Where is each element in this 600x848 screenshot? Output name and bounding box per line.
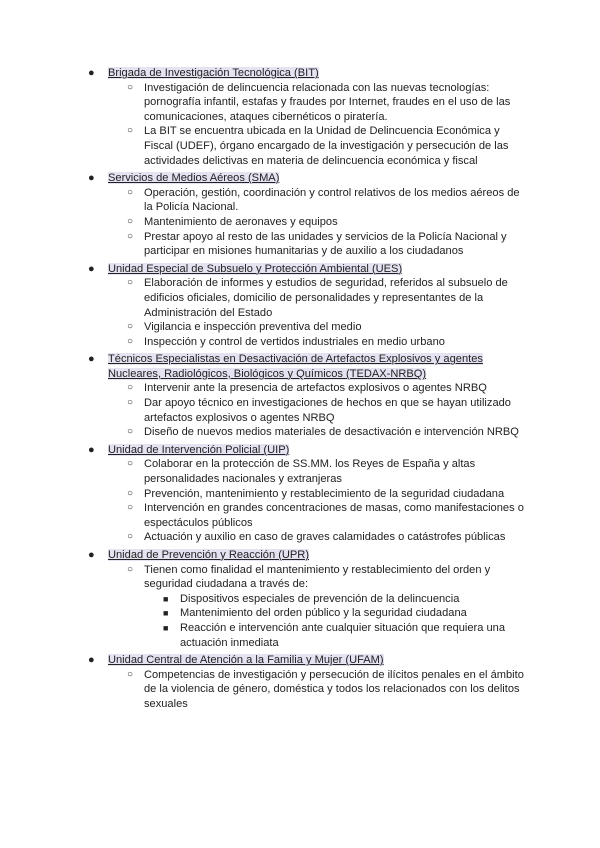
- sub-list-item-text: Dispositivos especiales de prevención de la delincuencia: [180, 592, 460, 605]
- list-item: [0, 124, 600, 168]
- list-item-text: Elaboración de informes y estudios de seguridad, referidos al subsuelo de edificios oficiales, domicilio de personalidades y representantes de la Administración del Estado: [144, 277, 508, 319]
- section: [0, 262, 600, 350]
- sub-list-item-text: Reacción e intervención ante cualquier situación que requiera una actuación inmediata: [180, 621, 506, 649]
- list-item-text: Investigación de delincuencia relacionada con las nuevas tecnologías: pornografía infantil, estafas y fraudes por Internet, fraudes en el uso de las comunicaciones, ataques cibernéticos o piratería.: [144, 81, 511, 123]
- list-item-text: Intervención en grandes concentraciones de masas, como manifestaciones o espectáculos públicos: [144, 502, 524, 529]
- list-item-text: La BIT se encuentra ubicada en la Unidad de Delincuencia Económica y Fiscal (UDEF), órgano encargado de la investigación y persecución de las actividades delictivas en materia de delincuencia económica y fiscal: [144, 125, 509, 167]
- list-item: [0, 396, 600, 425]
- section-heading: [0, 443, 600, 458]
- bullet-icon: ●: [88, 549, 95, 561]
- list-item-text: Colaborar en la protección de SS.MM. los Reyes de España y altas personalidades nacionales y extranjeras: [144, 458, 476, 486]
- list-item: [0, 381, 600, 396]
- list-item: [0, 215, 600, 230]
- section-title: Unidad de Prevención y Reacción (UPR): [108, 549, 310, 561]
- circle-bullet-icon: ○: [127, 487, 134, 499]
- list-item-text: Operación, gestión, coordinación y control relativos de los medios aéreos de la Policía Nacional.: [144, 186, 520, 214]
- bullet-icon: ●: [88, 443, 95, 456]
- list-item: [0, 425, 600, 440]
- circle-bullet-icon: ○: [127, 321, 134, 333]
- list-item: [0, 335, 600, 350]
- section: [0, 443, 600, 545]
- circle-bullet-icon: ○: [127, 458, 134, 470]
- section: [0, 171, 600, 259]
- circle-bullet-icon: ○: [127, 230, 134, 242]
- section: [0, 66, 600, 168]
- list-item-text: Vigilancia e inspección preventiva del medio: [144, 321, 362, 334]
- section-title: Brigada de Investigación Tecnológica (BIT): [108, 67, 319, 79]
- bullet-icon: ●: [88, 654, 95, 667]
- section-heading: [0, 352, 600, 381]
- list-item: [0, 186, 600, 215]
- bullet-icon: ●: [88, 353, 95, 366]
- list-item-text: Mantenimiento de aeronaves y equipos: [144, 215, 338, 228]
- square-bullet-icon: ■: [163, 593, 169, 604]
- section-heading: [0, 262, 600, 277]
- section-heading: [0, 171, 600, 186]
- circle-bullet-icon: ○: [127, 186, 134, 198]
- circle-bullet-icon: ○: [127, 531, 134, 543]
- list-item-text: Competencias de investigación y persecución de ilícitos penales en el ámbito de la violencia de género, doméstica y todos los relacionados con los delitos sexuales: [144, 668, 524, 710]
- list-item: [0, 230, 600, 259]
- list-item: [0, 81, 600, 125]
- section: [0, 653, 600, 711]
- section-title: Unidad Especial de Subsuelo y Protección Ambiental (UES): [108, 262, 403, 275]
- section-title: Servicios de Medios Aéreos (SMA): [108, 172, 280, 185]
- circle-bullet-icon: ○: [127, 81, 134, 93]
- section-title: Unidad de Intervención Policial (UIP): [108, 443, 290, 456]
- list-item-text: Prestar apoyo al resto de las unidades y servicios de la Policía Nacional y participar en misiones humanitarias y de auxilio a los ciudadanos: [144, 230, 507, 258]
- section-heading: [0, 548, 600, 563]
- bullet-icon: ●: [88, 262, 95, 275]
- section-heading: [0, 66, 600, 81]
- section: [0, 548, 600, 650]
- list-item: [0, 487, 600, 502]
- section-heading: [0, 653, 600, 668]
- circle-bullet-icon: ○: [127, 668, 134, 680]
- list-item: [0, 276, 600, 320]
- sub-list-item-text: Mantenimiento del orden público y la seguridad ciudadana: [180, 607, 467, 620]
- list-item-text: Dar apoyo técnico en investigaciones de hechos en que se hayan utilizado artefactos explosivos o agentes NRBQ: [144, 397, 511, 424]
- list-item: [0, 320, 600, 335]
- list-item-text: Intervenir ante la presencia de artefactos explosivos o agentes NRBQ: [144, 382, 487, 395]
- section-title: Unidad Central de Atención a la Familia y Mujer (UFAM): [108, 654, 384, 667]
- circle-bullet-icon: ○: [127, 335, 134, 347]
- sub-list-item: [0, 621, 600, 650]
- circle-bullet-icon: ○: [127, 502, 134, 514]
- circle-bullet-icon: ○: [127, 397, 134, 409]
- list-item: [0, 668, 600, 712]
- list-item: [0, 457, 600, 486]
- square-bullet-icon: ■: [163, 622, 169, 633]
- circle-bullet-icon: ○: [127, 125, 134, 137]
- list-item-text: Prevención, mantenimiento y restablecimiento de la seguridad ciudadana: [144, 487, 505, 500]
- circle-bullet-icon: ○: [127, 277, 134, 289]
- section-title: Técnicos Especialistas en Desactivación de Artefactos Explosivos y agentes Nucleares, Radiológicos, Biológicos y Químicos (TEDAX-NRBQ): [108, 353, 483, 380]
- circle-bullet-icon: ○: [127, 382, 134, 394]
- circle-bullet-icon: ○: [127, 426, 134, 438]
- bullet-icon: ●: [88, 67, 95, 79]
- sub-list-item: [0, 592, 600, 607]
- list-item-text: Tienen como finalidad el mantenimiento y restablecimiento del orden y seguridad ciudadana a través de:: [144, 563, 491, 591]
- sub-list-item: [0, 606, 600, 621]
- section: [0, 352, 600, 440]
- circle-bullet-icon: ○: [127, 215, 134, 227]
- list-item: [0, 530, 600, 545]
- circle-bullet-icon: ○: [127, 563, 134, 575]
- list-item: [0, 563, 600, 592]
- bullet-icon: ●: [88, 172, 95, 185]
- list-item-text: Diseño de nuevos medios materiales de desactivación e intervención NRBQ: [144, 426, 519, 439]
- document-body: [0, 66, 600, 715]
- list-item-text: Actuación y auxilio en caso de graves calamidades o catástrofes públicas: [144, 531, 506, 544]
- list-item-text: Inspección y control de vertidos industriales en medio urbano: [144, 335, 445, 348]
- list-item: [0, 501, 600, 530]
- square-bullet-icon: ■: [163, 608, 169, 619]
